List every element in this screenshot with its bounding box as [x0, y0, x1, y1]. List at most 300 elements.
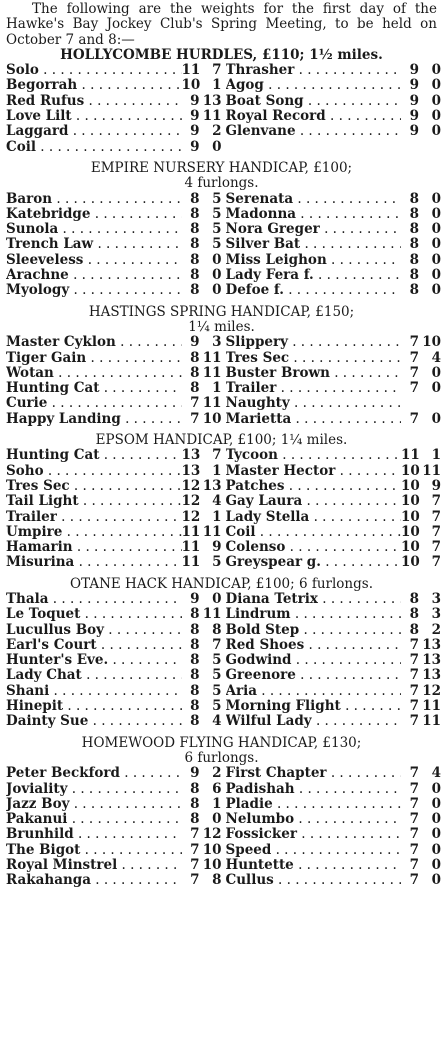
weight-stone: 12: [181, 508, 201, 525]
horse-name: Love Lilt . . .: [6, 109, 182, 124]
weight-pounds: 1: [431, 447, 441, 464]
weight-stone: 7: [409, 364, 419, 381]
horse-name: Morning Flight . . .: [226, 699, 402, 714]
entry-left: [6, 268, 222, 283]
entry-left: [6, 623, 222, 638]
horse-name: Padishah . . .: [226, 782, 402, 797]
horse-name: Royal Minstrel . . .: [6, 858, 182, 873]
entry-left: [6, 366, 222, 381]
weight-pounds: 2: [212, 123, 222, 140]
entry-left: [6, 592, 222, 607]
entry-row: [6, 62, 441, 79]
entry-right: [222, 351, 441, 366]
entry-row: [6, 621, 441, 638]
weight-pounds: 11: [202, 349, 222, 366]
entry-table: [6, 190, 441, 299]
entry-row: [6, 380, 441, 397]
horse-name: Speed . . .: [226, 843, 402, 858]
weight-pounds: 7: [431, 493, 441, 510]
horse-name: Master Hector . . .: [226, 464, 402, 479]
race-section: [6, 734, 441, 889]
horse-name: Cullus . . .: [226, 873, 402, 888]
weight-stone: 9: [409, 62, 419, 79]
weight-stone: 7: [190, 410, 200, 427]
horse-name: Hamarin . . .: [6, 540, 182, 555]
horse-name: Happy Landing . . .: [6, 412, 182, 427]
entry-row: [6, 872, 441, 889]
weight-pounds: 8: [212, 872, 222, 889]
weight-stone: 7: [190, 857, 200, 874]
entry-left: [6, 448, 222, 463]
weight-stone: 7: [190, 872, 200, 889]
entry-right: [222, 222, 441, 237]
entry-row: [6, 396, 437, 411]
weight-stone: 7: [409, 667, 419, 684]
entry-right: [222, 827, 441, 842]
horse-name: Sunola . . .: [6, 222, 182, 237]
weight-pounds: 3: [431, 590, 441, 607]
entry-right: [222, 555, 441, 570]
weight-pounds: 0: [431, 282, 441, 299]
entry-left: [6, 525, 222, 540]
weight-pounds: 5: [212, 698, 222, 715]
weight-pounds: 11: [422, 713, 441, 730]
horse-name: Tres Sec . . .: [6, 479, 182, 494]
entry-table: [6, 334, 441, 427]
weight-pounds: 0: [431, 410, 441, 427]
entry-row: [6, 282, 441, 299]
horse-name: Curie . . .: [6, 396, 182, 411]
weight-stone: 8: [190, 364, 200, 381]
entry-left: [6, 464, 222, 479]
race-list: [6, 46, 441, 889]
weight-stone: 7: [409, 334, 419, 351]
entry-row: [6, 364, 441, 381]
weight-pounds: 0: [212, 251, 222, 268]
entry-left: [6, 396, 222, 411]
horse-name: Hunting Cat . . .: [6, 381, 182, 396]
weight-stone: 9: [190, 92, 200, 109]
entry-row: [6, 108, 441, 125]
weight-pounds: 0: [431, 205, 441, 222]
entry-left: [6, 351, 222, 366]
entry-row: [6, 780, 441, 797]
weight-pounds: 7: [431, 554, 441, 571]
weight-stone: 9: [409, 77, 419, 94]
weight-pounds: 4: [431, 765, 441, 782]
horse-name: Jazz Boy . . .: [6, 797, 182, 812]
horse-name: Trailer . . .: [6, 510, 182, 525]
weight-stone: 8: [409, 621, 419, 638]
weight-stone: 8: [190, 236, 200, 253]
horse-name: Hunting Cat . . .: [6, 448, 182, 463]
weight-pounds: 0: [212, 282, 222, 299]
weight-pounds: 0: [431, 108, 441, 125]
entry-row: [6, 606, 441, 623]
entry-left: [6, 479, 222, 494]
weight-stone: 9: [190, 138, 200, 155]
race-section: [6, 575, 441, 730]
horse-name: Defoe f. . . .: [226, 283, 402, 298]
weight-pounds: 1: [212, 380, 222, 397]
entry-row: [6, 508, 441, 525]
weight-stone: 8: [409, 590, 419, 607]
entry-left: [6, 192, 222, 207]
weight-pounds: 0: [431, 364, 441, 381]
weight-stone: 9: [190, 108, 200, 125]
horse-name: Naughty . . .: [226, 396, 402, 411]
horse-name: Laggard . . .: [6, 124, 182, 139]
entry-right: [222, 812, 441, 827]
horse-name: Brunhild . . .: [6, 827, 182, 842]
weight-pounds: 1: [212, 795, 222, 812]
weight-stone: 8: [190, 621, 200, 638]
weight-stone: 11: [181, 62, 201, 79]
weight-stone: 8: [190, 282, 200, 299]
horse-name: Umpire . . .: [6, 525, 182, 540]
entry-right: [222, 253, 441, 268]
weight-pounds: 13: [422, 652, 441, 669]
horse-name: Coil . . .: [6, 140, 182, 155]
weight-stone: 9: [409, 108, 419, 125]
weight-pounds: 0: [431, 780, 441, 797]
entry-right: [222, 653, 441, 668]
entry-right: [222, 381, 441, 396]
weight-stone: 8: [190, 251, 200, 268]
weight-stone: 8: [190, 380, 200, 397]
weight-pounds: 5: [212, 190, 222, 207]
weight-stone: 10: [401, 477, 420, 494]
horse-name: Lady Chat . . .: [6, 668, 182, 683]
weight-pounds: 11: [202, 395, 222, 412]
weight-stone: 9: [190, 590, 200, 607]
entry-row: [6, 554, 441, 571]
horse-name: Begorrah . . .: [6, 78, 182, 93]
entry-row: [6, 92, 441, 109]
weight-stone: 9: [409, 92, 419, 109]
race-section: [6, 432, 441, 571]
entry-right: [222, 873, 441, 888]
weight-pounds: 4: [431, 349, 441, 366]
entry-left: [6, 540, 222, 555]
horse-name: Gay Laura . . .: [226, 494, 402, 509]
weight-pounds: 7: [431, 539, 441, 556]
weight-pounds: 7: [431, 523, 441, 540]
weight-stone: 7: [409, 636, 419, 653]
weight-pounds: 4: [212, 493, 222, 510]
weight-stone: 9: [190, 334, 200, 351]
weight-pounds: 12: [422, 682, 441, 699]
entry-table: [6, 62, 441, 155]
entry-left: [6, 684, 222, 699]
horse-name: Lady Fera f. . . .: [226, 268, 402, 283]
horse-name: Diana Tetrix . . .: [226, 592, 402, 607]
entry-left: [6, 873, 222, 888]
weight-pounds: 5: [212, 221, 222, 238]
race-title: HOLLYCOMBE HURDLES, £110; 1½ miles.: [60, 46, 383, 63]
weight-stone: 8: [409, 251, 419, 268]
weight-pounds: 0: [431, 872, 441, 889]
horse-name: Tres Sec . . .: [226, 351, 402, 366]
weight-pounds: 13: [202, 92, 222, 109]
entry-left: [6, 109, 222, 124]
weight-stone: 8: [190, 713, 200, 730]
entry-right: [222, 668, 441, 683]
weight-stone: 8: [190, 636, 200, 653]
horse-name: Silver Bat . . .: [226, 237, 402, 252]
entry-row: [6, 765, 441, 782]
weight-pounds: 13: [422, 636, 441, 653]
horse-name: Earl's Court . . .: [6, 638, 182, 653]
weight-pounds: 8: [212, 621, 222, 638]
weight-stone: 7: [409, 380, 419, 397]
horse-name: Madonna . . .: [226, 207, 402, 222]
horse-name: Coil . . .: [226, 525, 402, 540]
horse-name: Shani . . .: [6, 684, 182, 699]
entry-right: [222, 843, 441, 858]
weight-pounds: 12: [202, 826, 222, 843]
horse-name: The Bigot . . .: [6, 843, 182, 858]
entry-row: [6, 77, 441, 94]
horse-name: Baron . . .: [6, 192, 182, 207]
horse-name: Thrasher . . .: [226, 63, 402, 78]
race-distance: 6 furlongs.: [184, 749, 259, 766]
entry-row: [6, 811, 441, 828]
weight-pounds: 1: [212, 508, 222, 525]
race-title: OTANE HACK HANDICAP, £100; 6 furlongs.: [70, 575, 373, 592]
weight-stone: 7: [409, 841, 419, 858]
weight-pounds: 1: [212, 462, 222, 479]
entry-right: [222, 94, 441, 109]
horse-name: Greenore . . .: [226, 668, 402, 683]
entry-right: [222, 858, 441, 873]
weight-stone: 8: [190, 606, 200, 623]
entry-row: [6, 221, 441, 238]
entry-row: [6, 682, 441, 699]
weight-stone: 8: [190, 349, 200, 366]
horse-name: Arachne . . .: [6, 268, 182, 283]
weight-stone: 8: [190, 698, 200, 715]
weight-stone: 9: [190, 765, 200, 782]
entry-right: [222, 699, 441, 714]
entry-left: [6, 714, 222, 729]
horse-name: Trench Law . . .: [6, 237, 182, 252]
entry-right: [222, 607, 441, 622]
weight-stone: 8: [190, 811, 200, 828]
weight-pounds: 0: [431, 123, 441, 140]
race-distance: 1¼ miles.: [188, 318, 255, 335]
horse-name: Pladie . . .: [226, 797, 402, 812]
entry-left: [6, 124, 222, 139]
entry-left: [6, 638, 222, 653]
weight-stone: 10: [401, 462, 420, 479]
weight-stone: 7: [190, 841, 200, 858]
entry-row: [6, 123, 441, 140]
entry-row: [6, 667, 441, 684]
horse-name: Greyspear g. . . .: [226, 555, 402, 570]
entry-row: [6, 462, 441, 479]
horse-name: First Chapter . . .: [226, 766, 402, 781]
entry-left: [6, 510, 222, 525]
entry-row: [6, 539, 441, 556]
entry-row: [6, 477, 441, 494]
entry-left: [6, 222, 222, 237]
horse-name: Le Toquet . . .: [6, 607, 182, 622]
horse-name: Miss Leighon . . .: [226, 253, 402, 268]
horse-name: Sleeveless . . .: [6, 253, 182, 268]
entry-left: [6, 253, 222, 268]
entry-row: [6, 652, 441, 669]
entry-row: [6, 140, 437, 155]
weight-stone: 11: [401, 447, 420, 464]
horse-name: Trailer . . .: [226, 381, 402, 396]
entry-row: [6, 349, 441, 366]
entry-row: [6, 841, 441, 858]
entry-row: [6, 636, 441, 653]
weight-stone: 8: [190, 667, 200, 684]
horse-name: Agog . . .: [226, 78, 402, 93]
weight-stone: 12: [181, 493, 201, 510]
entry-right: [222, 479, 441, 494]
weight-pounds: 5: [212, 236, 222, 253]
entry-right: [222, 782, 441, 797]
weight-stone: [401, 396, 419, 411]
weight-pounds: 0: [431, 251, 441, 268]
weight-pounds: 6: [212, 780, 222, 797]
entry-right: [222, 396, 441, 411]
entry-right: [222, 540, 441, 555]
horse-name: Red Shoes . . .: [226, 638, 402, 653]
weight-stone: 8: [409, 221, 419, 238]
entry-table: [6, 590, 441, 730]
entry-right: [222, 412, 441, 427]
entry-left: [6, 653, 222, 668]
weight-pounds: 4: [212, 713, 222, 730]
weight-stone: 10: [401, 508, 420, 525]
entry-right: [222, 124, 441, 139]
weight-pounds: 0: [431, 380, 441, 397]
weight-pounds: 0: [212, 267, 222, 284]
horse-name: Bold Step . . .: [226, 623, 402, 638]
horse-name: Soho . . .: [6, 464, 182, 479]
race-section: [6, 159, 441, 299]
entry-row: [6, 447, 441, 464]
weight-pounds: 0: [431, 795, 441, 812]
entry-row: [6, 590, 441, 607]
weight-stone: 8: [409, 267, 419, 284]
entry-left: [6, 335, 222, 350]
horse-name: Buster Brown . . .: [226, 366, 402, 381]
weight-stone: 8: [409, 606, 419, 623]
entry-table: [6, 765, 441, 889]
entry-left: [6, 63, 222, 78]
horse-name: Huntette . . .: [226, 858, 402, 873]
weight-stone: 8: [190, 205, 200, 222]
weight-stone: 7: [409, 713, 419, 730]
entry-row: [6, 410, 441, 427]
weight-stone: 10: [401, 523, 420, 540]
weight-pounds: [419, 396, 441, 411]
entry-row: [6, 698, 441, 715]
weight-stone: 8: [190, 795, 200, 812]
weight-stone: 7: [409, 826, 419, 843]
entry-right: [222, 78, 441, 93]
entry-left: [6, 827, 222, 842]
weight-pounds: 0: [431, 236, 441, 253]
weight-stone: 11: [181, 523, 201, 540]
entry-left: [6, 237, 222, 252]
weight-stone: 10: [401, 493, 420, 510]
weight-stone: 7: [409, 349, 419, 366]
entry-right: [222, 525, 441, 540]
horse-name: Marietta . . .: [226, 412, 402, 427]
weight-pounds: 1: [212, 77, 222, 94]
weight-pounds: 11: [202, 108, 222, 125]
entry-left: [6, 766, 222, 781]
weight-stone: 10: [181, 77, 201, 94]
horse-name: Boat Song . . .: [226, 94, 402, 109]
weight-pounds: 5: [212, 652, 222, 669]
horse-name: Tycoon . . .: [226, 448, 402, 463]
weight-stone: 9: [190, 123, 200, 140]
weight-pounds: 3: [431, 606, 441, 623]
entry-right: [222, 797, 441, 812]
weight-stone: 10: [401, 554, 420, 571]
horse-name: Lady Stella . . .: [226, 510, 402, 525]
weight-stone: 7: [409, 682, 419, 699]
horse-name: Royal Record . . .: [226, 109, 402, 124]
entry-right: [222, 268, 441, 283]
weight-pounds: 0: [431, 221, 441, 238]
weight-stone: 13: [181, 462, 201, 479]
weight-stone: 10: [401, 539, 420, 556]
weight-pounds: 5: [212, 554, 222, 571]
weight-pounds: 5: [212, 667, 222, 684]
entry-right: [222, 623, 441, 638]
entry-left: [6, 140, 222, 155]
entry-row: [6, 334, 441, 351]
entry-right: [222, 109, 441, 124]
horse-name: Peter Beckford . . .: [6, 766, 182, 781]
weight-stone: 9: [409, 123, 419, 140]
weight-pounds: 9: [212, 539, 222, 556]
entry-right: [222, 464, 441, 479]
weight-stone: 7: [409, 765, 419, 782]
entry-left: [6, 668, 222, 683]
weight-pounds: 9: [431, 477, 441, 494]
horse-name: Fossicker . . .: [226, 827, 402, 842]
horse-name: Lucullus Boy . . .: [6, 623, 182, 638]
horse-name: Glenvane . . .: [226, 124, 402, 139]
weight-pounds: 13: [422, 667, 441, 684]
weight-pounds: 0: [212, 590, 222, 607]
entry-left: [6, 699, 222, 714]
entry-left: [6, 94, 222, 109]
weight-pounds: 2: [431, 621, 441, 638]
entry-right: [222, 366, 441, 381]
weight-pounds: 0: [212, 811, 222, 828]
weight-stone: 13: [181, 447, 201, 464]
entry-row: [6, 251, 441, 268]
weight-pounds: 11: [202, 523, 222, 540]
weight-stone: 7: [190, 395, 200, 412]
entry-row: [6, 523, 441, 540]
weight-pounds: 0: [431, 267, 441, 284]
horse-name: Joviality . . .: [6, 782, 182, 797]
entry-left: [6, 381, 222, 396]
horse-name: Serenata . . .: [226, 192, 402, 207]
weight-stone: 8: [190, 652, 200, 669]
